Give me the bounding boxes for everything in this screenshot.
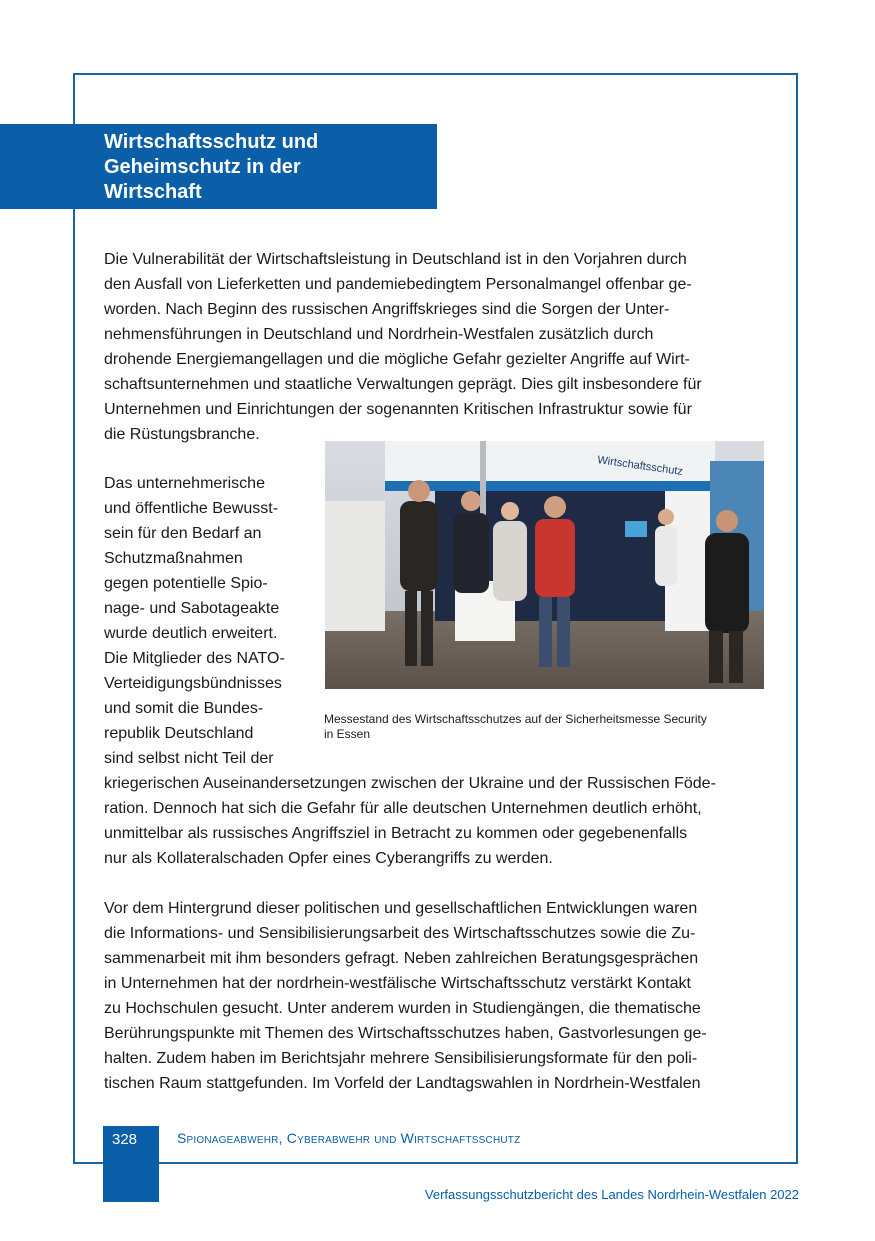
heading-line: Wirtschaftsschutz und: [104, 131, 319, 153]
text-line: die Rüstungsbranche.: [104, 426, 260, 443]
text-line: republik Deutschland: [104, 725, 254, 742]
caption-line: in Essen: [324, 727, 371, 741]
caption-line: Messestand des Wirtschaftsschutzes auf der Sicherheitsmesse Security: [324, 712, 707, 726]
text-line: nehmensführungen in Deutschland und Nordrhein-Westfalen zusätzlich durch: [104, 326, 654, 343]
text-line: schaftsunternehmen und staatliche Verwaltungen geprägt. Dies gilt insbesondere für: [104, 376, 702, 393]
booth-blue-band: [385, 481, 715, 491]
text-line: und öffentliche Bewusst-: [104, 500, 279, 517]
heading-line: Wirtschaft: [104, 181, 202, 203]
booth-monitor: [625, 521, 647, 537]
paragraph-intro: [104, 247, 702, 447]
text-line: den Ausfall von Lieferketten und pandemiebedingtem Personalmangel offenbar ge-: [104, 276, 692, 293]
booth-wall-left: [325, 501, 385, 631]
text-line: Unternehmen und Einrichtungen der sogenannten Kritischen Infrastruktur sowie für: [104, 401, 692, 418]
text-line: Die Mitglieder des NATO-: [104, 650, 285, 667]
text-line: sind selbst nicht Teil der: [104, 750, 274, 767]
text-line: halten. Zudem haben im Berichtsjahr mehrere Sensibilisierungsformate für den poli-: [104, 1050, 698, 1067]
text-line: zu Hochschulen gesucht. Unter anderem wurden in Studiengängen, die thematische: [104, 1000, 701, 1017]
page-number-box: [103, 1126, 159, 1202]
text-line: wurde deutlich erweitert.: [104, 625, 278, 642]
text-line: Schutzmaßnahmen: [104, 550, 243, 567]
text-line: Berührungspunkte mit Themen des Wirtschaftsschutzes haben, Gastvorlesungen ge-: [104, 1025, 707, 1042]
report-footer: Verfassungsschutzbericht des Landes Nordrhein-Westfalen 2022: [424, 1187, 799, 1202]
text-line: worden. Nach Beginn des russischen Angriffskrieges sind die Sorgen der Unter-: [104, 301, 670, 318]
page-number: 328: [112, 1131, 138, 1148]
text-line: tischen Raum stattgefunden. Im Vorfeld der Landtagswahlen in Nordrhein-Westfalen: [104, 1075, 701, 1092]
text-line: Vor dem Hintergrund dieser politischen und gesellschaftlichen Entwicklungen waren: [104, 900, 698, 917]
text-line: ration. Dennoch hat sich die Gefahr für alle deutschen Unternehmen deutlich erhöht,: [104, 800, 702, 817]
text-line: Das unternehmerische: [104, 475, 265, 492]
chapter-heading: [104, 130, 424, 205]
text-line: Die Vulnerabilität der Wirtschaftsleistung in Deutschland ist in den Vorjahren durch: [104, 251, 687, 268]
section-footer: Spionageabwehr, Cyberabwehr und Wirtschaftsschutz: [177, 1130, 521, 1146]
trade-fair-photo: [325, 441, 764, 689]
text-line: unmittelbar als russisches Angriffsziel in Betracht zu kommen oder gegebenenfalls: [104, 825, 688, 842]
booth-sign: Wirtschaftsschutz: [596, 454, 684, 478]
text-line: Verteidigungsbündnisses: [104, 675, 282, 692]
text-line: nur als Kollateralschaden Opfer eines Cyberangriffs zu werden.: [104, 850, 553, 867]
chapter-heading-box: [0, 124, 437, 209]
heading-line: Geheimschutz in der: [104, 156, 301, 178]
text-line: nage- und Sabotageakte: [104, 600, 280, 617]
text-line: drohende Energiemangellagen und die mögliche Gefahr gezielter Angriffe auf Wirt-: [104, 351, 690, 368]
photo-caption: [324, 712, 764, 742]
text-line: und somit die Bundes-: [104, 700, 264, 717]
text-line: die Informations- und Sensibilisierungsarbeit des Wirtschaftsschutzes sowie die Zu-: [104, 925, 696, 942]
text-line: sammenarbeit mit ihm besonders gefragt. Neben zahlreichen Beratungsgesprächen: [104, 950, 699, 967]
text-line: sein für den Bedarf an: [104, 525, 262, 542]
text-line: kriegerischen Auseinandersetzungen zwischen der Ukraine und der Russischen Föde-: [104, 775, 716, 792]
text-line: gegen potentielle Spio-: [104, 575, 268, 592]
trade-fair-photo-illustration: [325, 441, 764, 689]
text-line: in Unternehmen hat der nordrhein-westfälische Wirtschaftsschutz verstärkt Kontakt: [104, 975, 691, 992]
paragraph-development: [104, 896, 707, 1096]
